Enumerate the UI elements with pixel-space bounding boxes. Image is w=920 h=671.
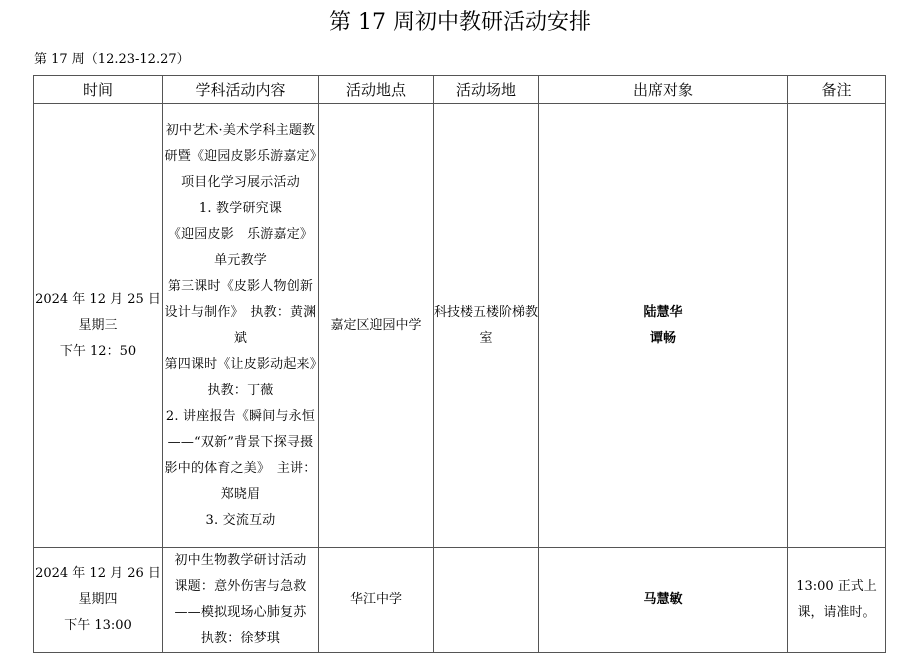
content-line: 1. 教学研究课 xyxy=(198,200,283,216)
content-line: 执教：徐梦琪 xyxy=(200,631,281,646)
content-line: 第三课时《皮影人物创新设计与制作》 执教：黄渊斌 xyxy=(164,278,317,346)
weekday-text: 星期三 xyxy=(78,317,118,333)
start-time-text: 下午 12：50 xyxy=(59,343,137,359)
start-time-text: 下午 13:00 xyxy=(64,618,132,633)
attendees-cell xyxy=(539,104,788,548)
week-label: 第 17 周（12.23-12.27） xyxy=(34,52,190,67)
content-line: 3. 交流互动 xyxy=(205,512,276,528)
header-location: 活动地点 xyxy=(319,76,434,104)
content-line: 初中生物教学研讨活动 xyxy=(174,553,307,568)
venue-cell: 科技楼五楼阶梯教室 xyxy=(434,104,539,548)
venue-cell xyxy=(434,548,539,653)
content-cell xyxy=(163,104,330,548)
note-cell: 13:00 正式上课，请准时。 xyxy=(788,548,886,653)
content-line: 第四课时《让皮影动起来》 执教：丁薇 xyxy=(164,356,330,398)
header-row xyxy=(34,76,886,104)
attendee-name: 陆慧华 xyxy=(643,304,683,320)
weekday-text: 星期四 xyxy=(78,592,118,607)
content-line: 课题：意外伤害与急救——模拟现场心肺复苏 xyxy=(174,579,307,620)
header-venue: 活动场地 xyxy=(434,76,539,104)
content-line: 《迎园皮影 乐游嘉定》单元教学 xyxy=(167,226,314,268)
content-line: 初中艺术·美术学科主题教研暨《迎园皮影乐游嘉定》项目化学习展示活动 xyxy=(164,122,317,190)
schedule-table xyxy=(33,75,886,653)
time-cell xyxy=(34,104,163,548)
header-time: 时间 xyxy=(34,76,163,104)
attendees-cell xyxy=(539,548,788,653)
location-cell: 嘉定区迎园中学 xyxy=(319,104,434,548)
attendee-name: 马慧敏 xyxy=(643,592,683,607)
time-cell xyxy=(34,548,163,653)
content-cell xyxy=(163,548,319,653)
date-text: 2024 年 12 月 26 日 xyxy=(35,566,161,581)
header-content: 学科活动内容 xyxy=(163,76,319,104)
date-text: 2024 年 12 月 25 日 xyxy=(35,291,161,307)
note-cell xyxy=(788,104,886,548)
page-title: 第 17 周初中教研活动安排 xyxy=(329,10,591,35)
header-attendees: 出席对象 xyxy=(539,76,788,104)
content-line: 2. 讲座报告《瞬间与永恒——“双新”背景下探寻摄影中的体育之美》 主讲：郑晓眉 xyxy=(164,408,317,502)
location-cell: 华江中学 xyxy=(319,548,434,653)
header-note: 备注 xyxy=(788,76,886,104)
table-row xyxy=(34,104,886,548)
table-row xyxy=(34,548,886,653)
attendee-name: 谭畅 xyxy=(649,330,676,346)
